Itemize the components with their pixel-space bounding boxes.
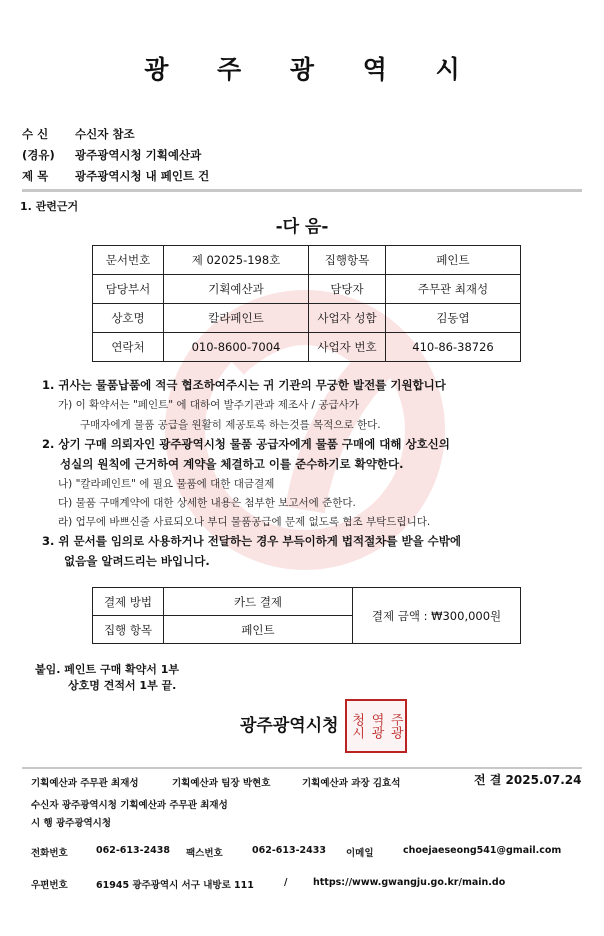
- website-link[interactable]: https://www.gwangju.go.kr/main.do: [313, 877, 506, 888]
- cell-label: 사업자 번호: [309, 333, 386, 362]
- item-value: 페인트: [164, 616, 353, 644]
- paragraph-1-a: 가) 이 확약서는 "페인트" 에 대하여 발주기관과 제조사 / 공급사가: [58, 399, 359, 411]
- subject-value: 광주광역시청 내 페인트 건: [75, 169, 210, 183]
- cell-label: 상호명: [93, 304, 164, 333]
- paragraph-2-cont: 성실의 원칙에 근거하여 계약을 체결하고 이를 준수하기로 확약한다.: [60, 457, 404, 471]
- paragraph-3-cont: 없음을 알려드리는 바입니다.: [64, 554, 210, 568]
- paragraph-1-a-cont: 구매자에게 물품 공급을 원활히 제공토록 하는것를 목적으로 한다.: [80, 419, 381, 431]
- paragraph-1: 1. 귀사는 물품납품에 적극 협조하여주시는 귀 기관의 무궁한 발전를 기원합니다: [42, 378, 446, 392]
- info-table: [92, 245, 521, 362]
- footer-recipient: 수신자 광주광역시청 기획예산과 주무관 최재성: [31, 800, 228, 811]
- attachment-line-2: 상호명 견적서 1부 끝.: [68, 679, 177, 692]
- email-link[interactable]: choejaeseong541@gmail.com: [403, 845, 562, 856]
- email-label: 이메일: [346, 848, 374, 859]
- zip-label: 우편번호: [31, 880, 68, 891]
- official-seal-icon: 청시 역광 주광: [345, 699, 407, 753]
- table-row: [93, 246, 521, 275]
- paragraph-2-ra: 라) 업무에 바쁘신줄 사료되오나 부디 물품공급에 문제 없도록 협조 부탁드립니다.: [58, 516, 431, 528]
- approver-1: 기획예산과 주무관 최재성: [31, 778, 139, 789]
- footer-enforcement: 시 행 광주광역시청: [31, 818, 112, 829]
- phone-label: 전화번호: [31, 848, 68, 859]
- cell-label: 집행항목: [309, 246, 386, 275]
- via-value: 광주광역시청 기획예산과: [75, 148, 202, 162]
- approver-2: 기획예산과 팀장 박현호: [172, 778, 271, 789]
- attachment-line-1: 붙임. 페인트 구매 확약서 1부: [35, 663, 180, 676]
- recipient-value: 수신자 참조: [75, 127, 135, 141]
- center-heading: -다 음-: [275, 217, 329, 237]
- separator: /: [284, 877, 288, 888]
- cell-value: 김동엽: [386, 304, 521, 333]
- payment-method-label: 결제 방법: [93, 588, 164, 616]
- cell-value: 기획예산과: [164, 275, 309, 304]
- paragraph-2: 2. 상기 구매 의뢰자인 광주광역시청 물품 공급자에게 물품 구매에 대해 상호신의: [42, 437, 450, 451]
- cell-value: 페인트: [386, 246, 521, 275]
- paragraph-3: 3. 위 문서를 임의로 사용하거나 전달하는 경우 부득이하게 법적절차를 받을 수밖에: [42, 534, 462, 548]
- payment-amount: 결제 금액 : ₩300,000원: [353, 588, 521, 644]
- payment-method-value: 카드 결제: [164, 588, 353, 616]
- cell-label: 사업자 성함: [309, 304, 386, 333]
- cell-label: 연락처: [93, 333, 164, 362]
- header-divider: [22, 189, 582, 192]
- recipient-label: 수 신: [22, 127, 49, 141]
- cell-value: 010-8600-7004: [164, 333, 309, 362]
- final-approval-date: 전 결 2025.07.24: [474, 773, 582, 787]
- fax-value: 062-613-2433: [252, 845, 326, 856]
- table-row: [93, 588, 521, 616]
- table-row: [93, 333, 521, 362]
- cell-value: 칼라페인트: [164, 304, 309, 333]
- cell-label: 담당자: [309, 275, 386, 304]
- cell-value: 410-86-38726: [386, 333, 521, 362]
- table-row: [93, 304, 521, 333]
- fax-label: 팩스번호: [186, 848, 223, 859]
- address-value: 61945 광주광역시 서구 내방로 111: [96, 880, 254, 891]
- paragraph-2-na: 나) "칼라페인트" 에 필요 물품에 대한 대금결제: [58, 478, 275, 490]
- table-row: [93, 275, 521, 304]
- cell-value: 제 02025-198호: [164, 246, 309, 275]
- paragraph-2-da: 다) 물품 구매계약에 대한 상세한 내용은 첨부한 보고서에 준한다.: [58, 497, 356, 509]
- issuer-name: 광주광역시청: [240, 716, 339, 736]
- via-label: (경유): [22, 148, 55, 162]
- cell-label: 문서번호: [93, 246, 164, 275]
- cell-value: 주무관 최재성: [386, 275, 521, 304]
- footer-divider: [22, 767, 582, 769]
- cell-label: 담당부서: [93, 275, 164, 304]
- subject-label: 제 목: [22, 169, 49, 183]
- section-heading: 1. 관련근거: [20, 200, 79, 213]
- approver-3: 기획예산과 과장 김효석: [302, 778, 401, 789]
- payment-table: [92, 587, 521, 644]
- phone-value: 062-613-2438: [96, 845, 170, 856]
- item-label: 집행 항목: [93, 616, 164, 644]
- document-title: 광 주 광 역 시: [144, 55, 480, 84]
